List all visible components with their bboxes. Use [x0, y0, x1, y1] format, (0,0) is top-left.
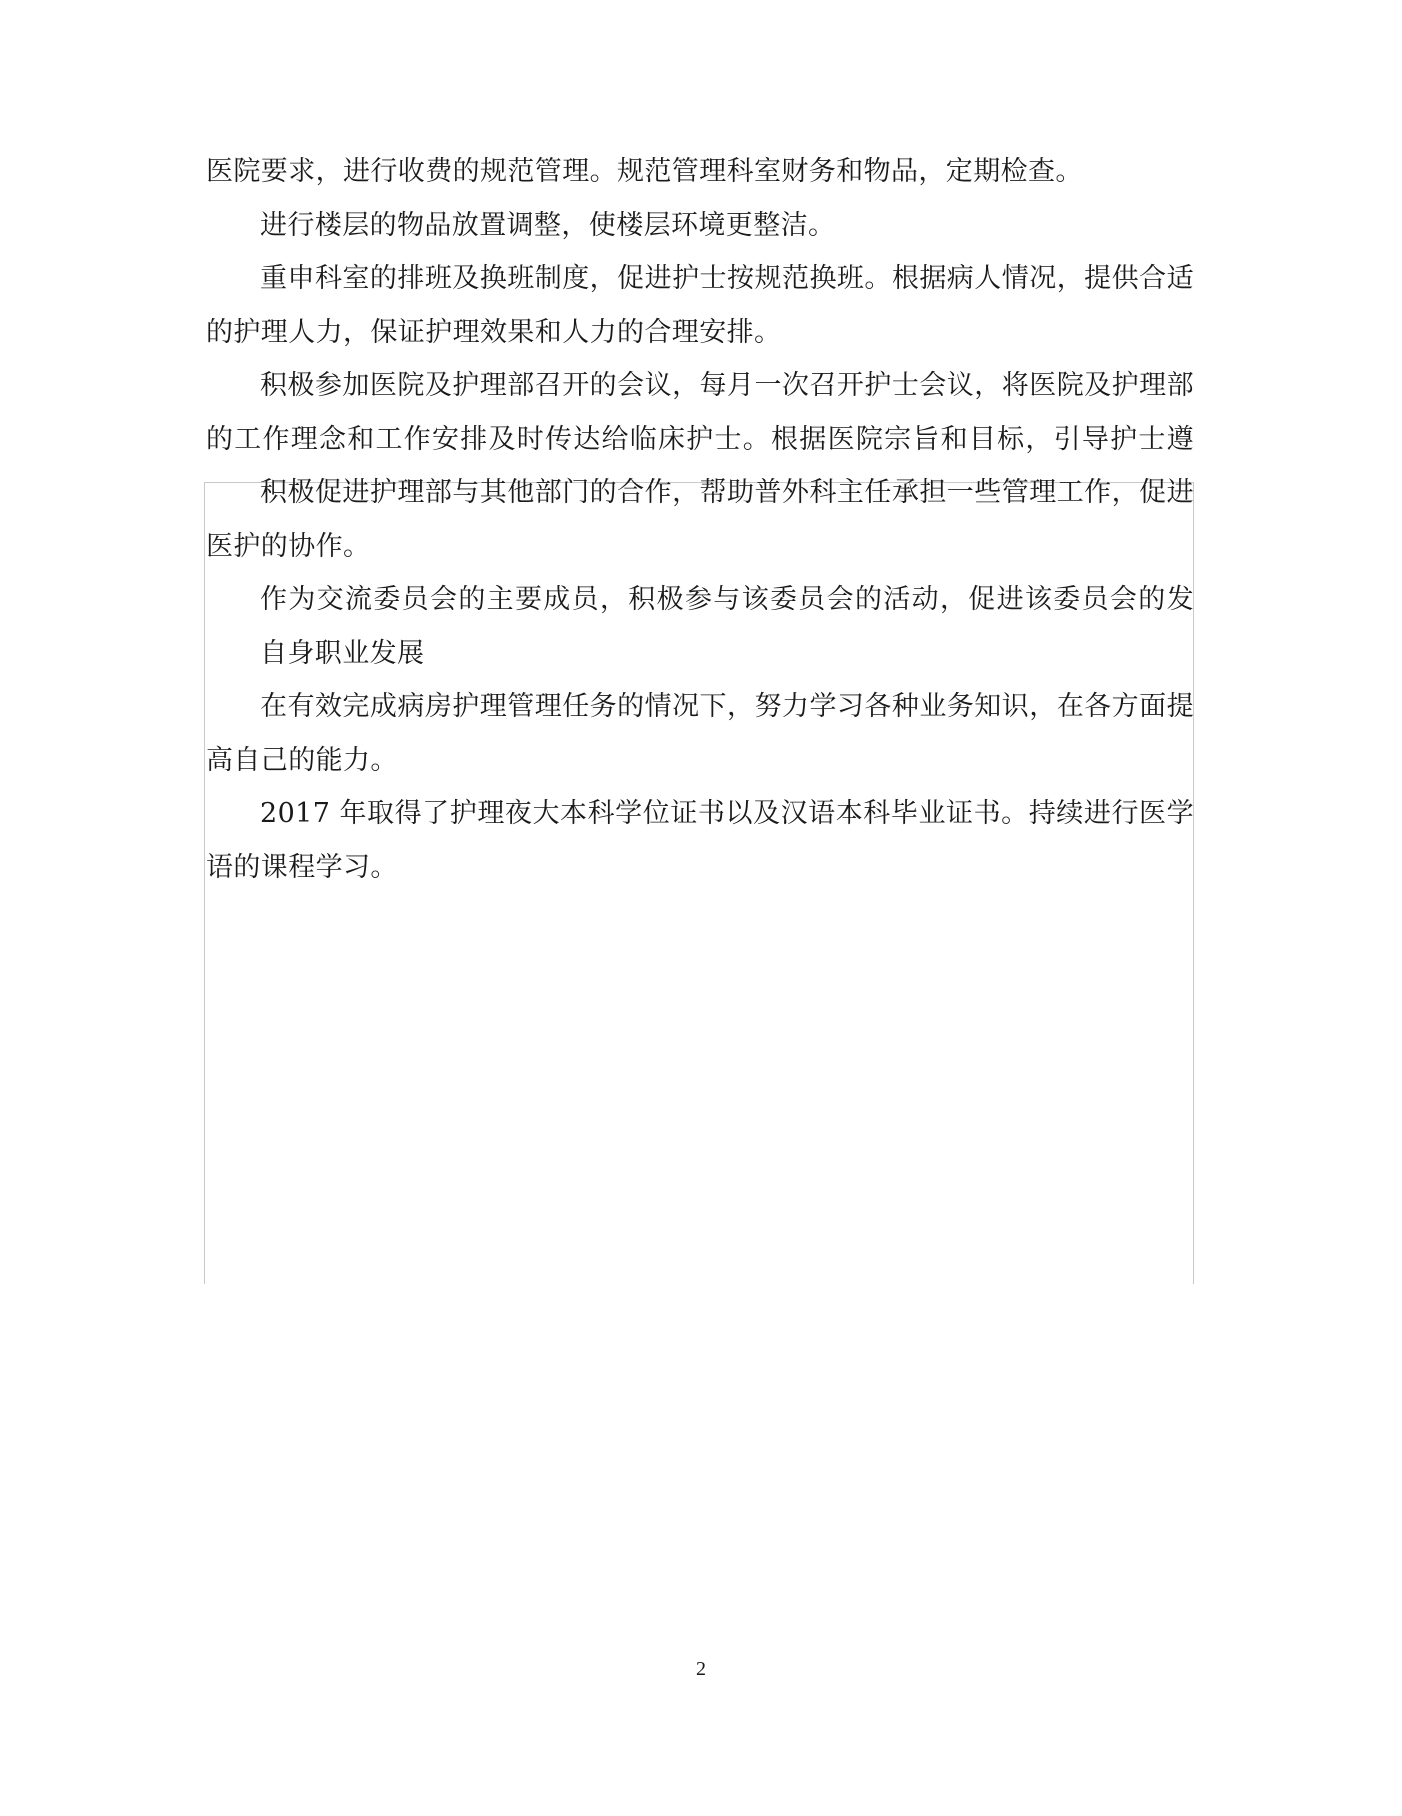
text-line-3: 重申科室的排班及换班制度，促进护士按规范换班。根据病人情况，提供合适: [260, 263, 1194, 294]
text-line-7: 积极促进护理部与其他部门的合作，帮助普外科主任承担一些管理工作，促进: [260, 477, 1194, 508]
page-number: 2: [696, 1658, 706, 1680]
section-heading: 自身职业发展: [260, 637, 425, 669]
text-line-6: 的工作理念和工作安排及时传达给临床护士。根据医院宗旨和目标，引导护士遵: [206, 423, 1194, 455]
text-line-12: 高自己的能力。: [206, 744, 398, 776]
text-line-1: 医院要求，进行收费的规范管理。规范管理科室财务和物品，定期检查。: [206, 156, 1083, 187]
text-line-4: 的护理人力，保证护理效果和人力的合理安排。: [206, 316, 782, 348]
text-line-5: 积极参加医院及护理部召开的会议，每月一次召开护士会议，将医院及护理部: [260, 370, 1194, 401]
text-line-2: 进行楼层的物品放置调整，使楼层环境更整洁。: [260, 209, 836, 241]
text-line-14: 语的课程学习。: [206, 851, 398, 883]
text-line-13: 2017 年取得了护理夜大本科学位证书以及汉语本科毕业证书。持续进行医学: [260, 798, 1194, 829]
text-line-8: 医护的协作。: [206, 530, 371, 562]
body-text: [206, 145, 1194, 894]
frame-left-border: [204, 482, 205, 1284]
text-line-11: 在有效完成病房护理管理任务的情况下，努力学习各种业务知识，在各方面提: [260, 691, 1194, 722]
text-line-9: 作为交流委员会的主要成员，积极参与该委员会的活动，促进该委员会的发: [260, 584, 1194, 615]
